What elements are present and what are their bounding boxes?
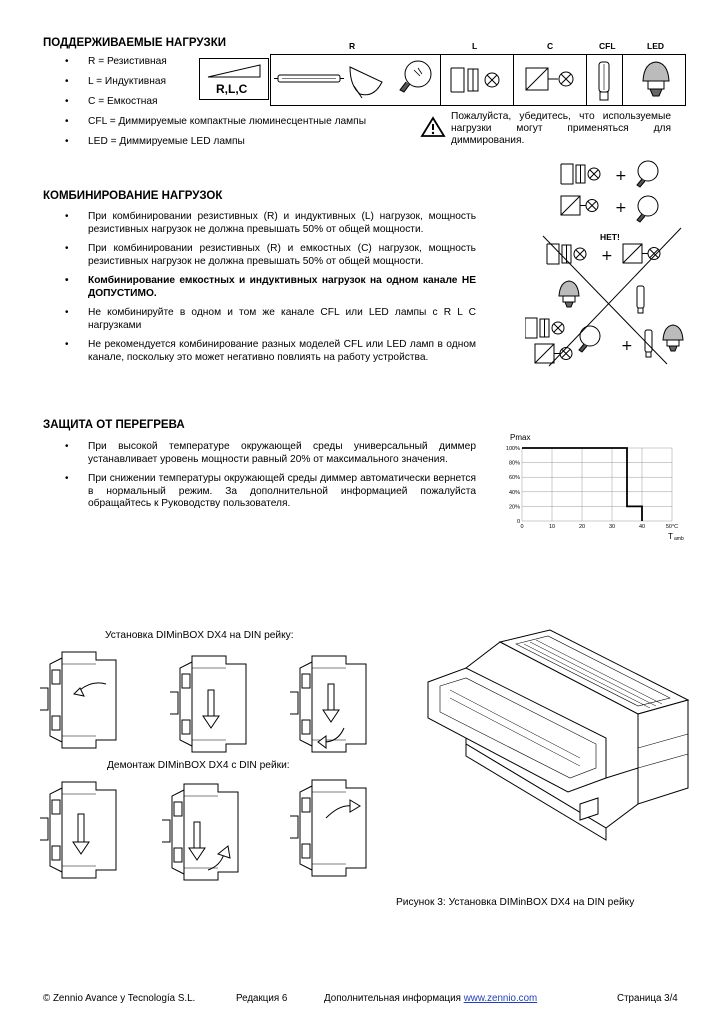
tube-lamp-icon [274, 75, 344, 82]
chart-x-axis-sublabel: amb [674, 536, 684, 542]
column-label-led: LED [647, 41, 664, 51]
chart-x-axis-label: T [668, 532, 673, 541]
footer-more-info [324, 993, 537, 1004]
led-bulb-icon [643, 62, 669, 96]
overheat-list [64, 441, 476, 511]
column-label-c: C [547, 41, 554, 51]
footer-page-number: Страница 3/4 [617, 993, 678, 1004]
list-item: • Не комбинируйте в одном и том же канале CFL или LED лампы с R L C нагрузками [64, 307, 476, 332]
section-title-combining-loads: КОМБИНИРОВАНИЕ НАГРУЗОК [43, 190, 223, 202]
mount-caption: Установка DIMinBOX DX4 на DIN рейку: [105, 630, 294, 641]
column-label-r: R [349, 41, 356, 51]
list-item: • C = Емкостная [64, 96, 404, 109]
combining-loads-list [64, 211, 476, 364]
list-item: • R = Резистивная [64, 56, 404, 69]
list-item: • При комбинировании резистивных (R) и индуктивных (L) нагрузок, мощность резистивных нагрузок не должна превышать 50% от общей мощности. [64, 211, 476, 236]
warning-icon [420, 116, 446, 138]
capacitive-load-icon [526, 68, 573, 90]
chart-y-tick-label: 0 [516, 519, 520, 525]
list-item: • CFL = Диммируемые компактные люминесцентные лампы [64, 116, 404, 129]
section-title-supported-loads: ПОДДЕРЖИВАЕМЫЕ НАГРУЗКИ [43, 37, 226, 49]
list-item: • Не рекомендуется комбинирование разных моделей CFL или LED ламп в одном канале, поскольку это может негативно повлиять на работу устройства. [64, 339, 476, 364]
chart-y-tick-label: 100% [505, 446, 520, 452]
dismount-sequence-illustration [40, 776, 400, 886]
cfl-lamp-icon [599, 62, 609, 100]
rlc-load-symbol [199, 58, 269, 100]
svg-text:+: + [615, 200, 627, 216]
list-item: • При высокой температуре окружающей среды универсальный диммер устанавливает уровень мощности равный 20% от максимального значения. [64, 441, 476, 466]
load-combination-diagram [525, 158, 685, 368]
chart-y-tick-label: 80% [508, 460, 520, 467]
load-types-table [270, 54, 686, 106]
warning-text: Пожалуйста, убедитесь, что используемые нагрузки могут применяться для диммирования. [451, 111, 671, 147]
chart-x-tick-label: 30 [608, 524, 616, 530]
svg-text:+: + [621, 338, 633, 354]
halogen-spot-icon [350, 67, 382, 98]
list-item: • LED = Диммируемые LED лампы [64, 136, 404, 149]
inductive-load-icon [451, 68, 499, 92]
list-item: • Комбинирование емкостных и индуктивных нагрузок на одном канале НЕ ДОПУСТИМО. [64, 275, 476, 300]
column-label-l: L [472, 41, 478, 51]
chart-y-tick-label: 60% [508, 475, 520, 482]
chart-x-tick-label: 20 [578, 524, 586, 530]
svg-text:+: + [601, 248, 613, 264]
chart-x-tick-label: 0 [520, 524, 524, 530]
chart-y-tick-label: 40% [508, 489, 520, 496]
footer-company: © Zennio Avance y Tecnología S.L. [43, 993, 196, 1004]
chart-x-tick-label: 50°C [665, 524, 679, 530]
footer-more-info-label: Дополнительная информация [324, 993, 461, 1004]
footer-website-link[interactable]: www.zennio.com [463, 993, 538, 1004]
list-item: • L = Индуктивная [64, 76, 404, 89]
rlc-label: R,L,C [216, 82, 248, 96]
section-title-overheat: ЗАЩИТА ОТ ПЕРЕГРЕВА [43, 419, 185, 431]
chart-x-tick-label: 40 [638, 524, 646, 530]
chart-y-tick-label: 20% [508, 504, 520, 511]
list-item: • При снижении температуры окружающей среды диммер автоматически вернется в нормальный режим. За дополнительной информацией пожалуйста обращайтесь к Руководству пользователя. [64, 473, 476, 511]
svg-text:+: + [615, 168, 627, 184]
dinminbox-device-illustration [420, 628, 700, 848]
figure-caption: Рисунок 3: Установка DIMinBOX DX4 на DIN рейку [396, 897, 635, 908]
column-label-cfl: CFL [599, 41, 616, 51]
chart-y-axis-label: Pmax [510, 433, 531, 442]
list-item: • При комбинировании резистивных (R) и емкостных (C) нагрузок, мощность резистивных нагрузок не должна превышать 50% от общей мощности. [64, 243, 476, 268]
footer-revision: Редакция 6 [236, 993, 288, 1004]
no-label: НЕТ! [600, 232, 620, 242]
incandescent-bulb-icon [400, 61, 431, 92]
power-derating-chart [500, 428, 700, 548]
mount-sequence-illustration [40, 650, 400, 755]
chart-x-tick-label: 10 [548, 524, 556, 530]
dismount-caption: Демонтаж DIMinBOX DX4 с DIN рейки: [107, 760, 290, 771]
